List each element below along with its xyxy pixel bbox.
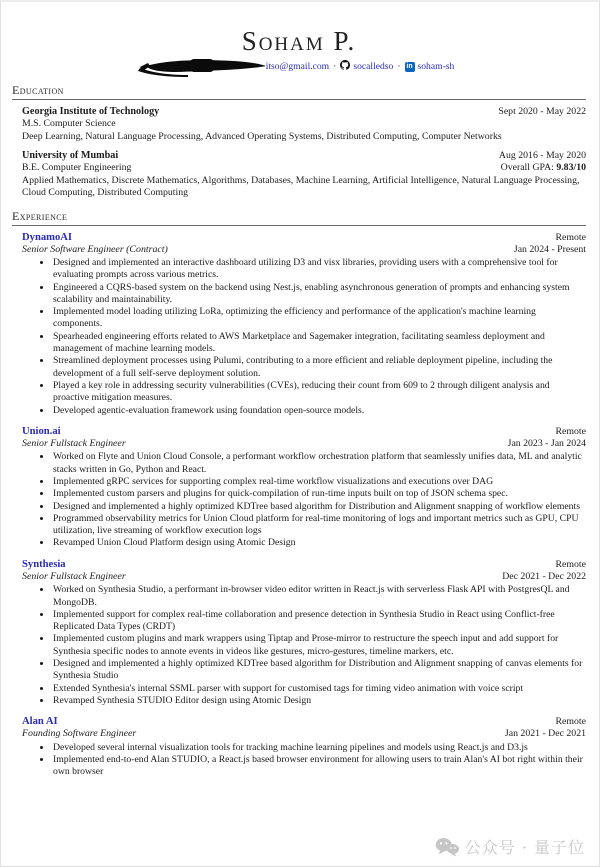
- job-role: Senior Fullstack Engineer: [22, 570, 126, 582]
- job-dates: Jan 2021 - Dec 2021: [504, 728, 586, 740]
- watermark-text: 公众号 · 量子位: [464, 838, 585, 857]
- bullet: • Spearheaded engineering efforts related to AWS Marketplace and Sagemaker integration, facilitating seamless deployment and management of machine learning models.: [52, 331, 586, 356]
- job-bullets: [22, 584, 586, 707]
- education-dates: Sept 2020 - May 2022: [498, 106, 586, 117]
- bullet: • Implemented end-to-end Alan STUDIO, a React.js based browser environment for allowing users to train Alan's AI bot right within their own browser: [52, 754, 586, 779]
- job-dynamoai: [22, 231, 586, 417]
- bullet: • Programmed observability metrics for Union Cloud platform for real-time monitoring of logs and important metrics such as GPU, CPU utilization, live streaming of workflow execution logs: [52, 513, 586, 538]
- job-role: Senior Software Engineer (Contract): [22, 243, 168, 255]
- bullet: • Designed and implemented a highly optimized KDTree based algorithm for Distribution and Alignment snapping of workflow elements: [52, 501, 586, 513]
- job-bullets: [22, 451, 586, 549]
- company-name: Alan AI: [22, 716, 58, 728]
- experience-section: [12, 209, 586, 779]
- school-name: Georgia Institute of Technology: [22, 106, 160, 117]
- education-entry-gatech: [22, 105, 586, 143]
- bullet: • Designed and implemented an interactive dashboard utilizing D3 and visx libraries, providing users with a comprehensive tool for evaluating prompts across various metrics.: [52, 257, 586, 282]
- job-location: Remote: [555, 425, 586, 437]
- bullet: • Implemented model loading utilizing LoRa, optimizing the efficiency and performance of the application's machine learning components.: [52, 306, 586, 331]
- email-link[interactable]: itso@gmail.com: [265, 61, 330, 72]
- bullet: • Implemented custom parsers and plugins for quick-compilation of run-time inputs built on top of JSON schema spec.: [52, 488, 586, 500]
- education-section: [12, 83, 586, 200]
- job-dates: Dec 2021 - Dec 2022: [502, 570, 586, 582]
- degree: M.S. Computer Science: [22, 118, 116, 129]
- bullet: • Implemented gRPC services for supporting complex real-time workflow visualizations and executions over DAG: [52, 476, 586, 488]
- bullet: • Revamped Union Cloud Platform design using Atomic Design: [52, 537, 586, 549]
- contact-row: [12, 59, 586, 74]
- bullet: • Developed several internal visualization tools for tracking machine learning pipelines and models using React.js and D3.js: [52, 742, 586, 754]
- job-role: Senior Fullstack Engineer: [22, 437, 126, 449]
- redacted-contact: [144, 59, 266, 74]
- job-alan-ai: [22, 715, 586, 778]
- job-bullets: [22, 742, 586, 779]
- github-link[interactable]: socalledso: [353, 61, 394, 72]
- wechat-icon: [435, 837, 459, 857]
- resume-content: [1, 2, 599, 779]
- bullet: • Streamlined deployment processes using Pulumi, contributing to a more efficient and reliable deployment pipeline, including the development of a full self-serve deployment solution.: [52, 355, 586, 380]
- company-name: Synthesia: [22, 558, 66, 570]
- company-name: DynamoAI: [22, 231, 73, 243]
- bullet: • Engineered a CQRS-based system on the backend using Nest.js, enabling asynchronous generation of prompts and enhancing system scalability and maintainability.: [52, 282, 586, 307]
- job-location: Remote: [555, 558, 586, 570]
- bullet: • Worked on Synthesia Studio, a performant in-browser video editor written in React.js with serverless Flask API with PostgresQL and MongoDB.: [52, 584, 586, 609]
- bullet: • Worked on Flyte and Union Cloud Console, a performant workflow orchestration platform that seamlessly unifies data, ML and analytic stacks written in Go, Python and React.: [52, 451, 586, 476]
- company-name: Union.ai: [22, 425, 61, 437]
- bullet: • Extended Synthesia's internal SSML parser with support for customised tags for timing video animation with voice script: [52, 683, 586, 695]
- linkedin-link[interactable]: soham-sh: [417, 61, 455, 72]
- job-dates: Jan 2023 - Jan 2024: [507, 437, 586, 449]
- job-union-ai: [22, 425, 586, 550]
- job-dates: Jan 2024 - Present: [513, 243, 586, 255]
- job-bullets: [22, 257, 586, 417]
- contact-separator: ·: [333, 61, 337, 72]
- gpa: [501, 162, 586, 173]
- job-synthesia: [22, 558, 586, 707]
- coursework: Deep Learning, Natural Language Processing, Advanced Operating Systems, Distributed Computing, Computer Networks: [22, 130, 502, 142]
- gpa-label: Overall GPA:: [500, 162, 554, 173]
- page-title: Soham P.: [241, 26, 357, 56]
- job-location: Remote: [555, 231, 586, 243]
- education-section-title: Education: [12, 83, 586, 100]
- school-name: University of Mumbai: [22, 150, 119, 161]
- contact-separator: ·: [397, 61, 401, 72]
- bullet: • Implemented custom plugins and mark wrappers using Tiptap and Prose-mirror to restructure the speech input and add support for Synthesia specific nodes to annote events in videos like gestures, micro-gestures, timeline markers, etc.: [52, 633, 586, 658]
- bullet: • Implemented support for complex real-time collaboration and presence detection in Synthesia Studio in React using Conflict-free Replicated Data Types (CRDT): [52, 609, 586, 634]
- linkedin-icon[interactable]: in: [406, 62, 413, 70]
- bullet: • Played a key role in addressing security vulnerabilities (CVEs), reducing their count from 609 to 2 through diligent analysis and proactive mitigation measures.: [52, 380, 586, 405]
- bullet: • Revamped Synthesia STUDIO Editor design using Atomic Design: [52, 695, 586, 707]
- bullet: • Developed agentic-evaluation framework using foundation open-source models.: [52, 405, 586, 417]
- github-icon[interactable]: [340, 60, 350, 73]
- education-entry-mumbai: [22, 149, 586, 200]
- job-role: Founding Software Engineer: [22, 728, 137, 740]
- experience-section-title: Experience: [12, 209, 586, 226]
- job-location: Remote: [555, 716, 586, 728]
- degree: B.E. Computer Engineering: [22, 162, 132, 173]
- education-dates: Aug 2016 - May 2020: [498, 150, 586, 161]
- redaction-scribble-icon: [138, 55, 272, 79]
- coursework: Applied Mathematics, Discrete Mathematics, Algorithms, Databases, Machine Learning, Artificial Intelligence, Natural Language Processing, Cloud Computing, Distributed Computing: [22, 174, 580, 198]
- gpa-value: 9.83/10: [556, 162, 586, 173]
- bullet: • Designed and implemented a highly optimized KDTree based algorithm for Distribution and Alignment snapping of canvas elements for Synthesia Studio: [52, 658, 586, 683]
- watermark: [435, 835, 585, 858]
